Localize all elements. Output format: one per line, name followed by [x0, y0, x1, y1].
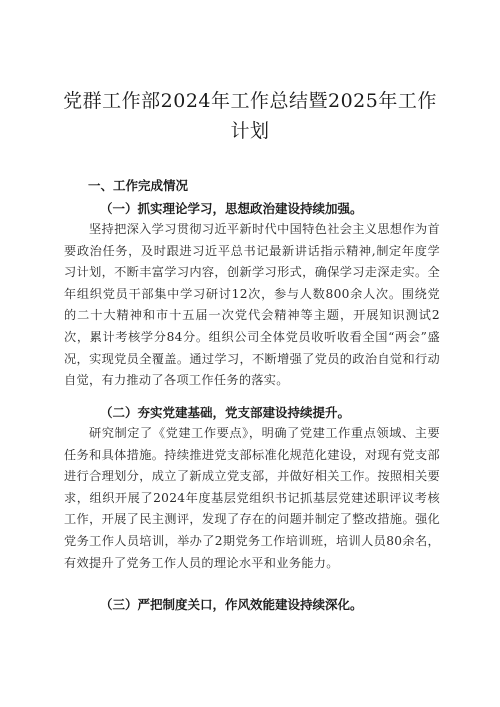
subsection-heading-theory-study: （一）抓实理论学习，思想政治建设持续加强。	[100, 201, 363, 216]
section-heading-work-completion: 一、工作完成情况	[88, 178, 189, 193]
document-title: 党群工作部2024年工作总结暨2025年工作计划	[63, 90, 437, 142]
subsection-heading-party-foundation: （二）夯实党建基础，党支部建设持续提升。	[100, 405, 351, 420]
subsection-heading-institutional-checks: （三）严把制度关口，作风效能建设持续深化。	[100, 597, 363, 612]
paragraph-theory-study: 坚持把深入学习贯彻习近平新时代中国特色社会主义思想作为首要政治任务，及时跟进习近平总书记最新讲话指示精神,制定年度学习计划，不断丰富学习内容，创新学习形式，确保学习走深走实。全年组织党员干部集中学习研讨12次，参与人数800余人次。围绕党的二十大精神和市十五届一次党代会精神等主题，开展知识测试2次，累计考核学分84分。组织公司全体党员收听收看全国“两会”盛况，实现党员全覆盖。通过学习，不断增强了党员的政治自觉和行动自觉，有力推动了各项工作任务的落实。	[64, 222, 440, 388]
paragraph-party-foundation: 研究制定了《党建工作要点》，明确了党建工作重点领域、主要任务和具体措施。持续推进党支部标准化规范化建设，对现有党支部进行合理划分，成立了新成立党支部，并做好相关工作。按照相关要求，组织开展了2024年度基层党组织书记抓基层党建述职评议考核工作，开展了民主测评，发现了存在的问题并制定了整改措施。强化党务工作人员培训，举办了2期党务工作培训班，培训人员80余名，有效提升了党务工作人员的理论水平和业务能力。	[64, 426, 440, 570]
